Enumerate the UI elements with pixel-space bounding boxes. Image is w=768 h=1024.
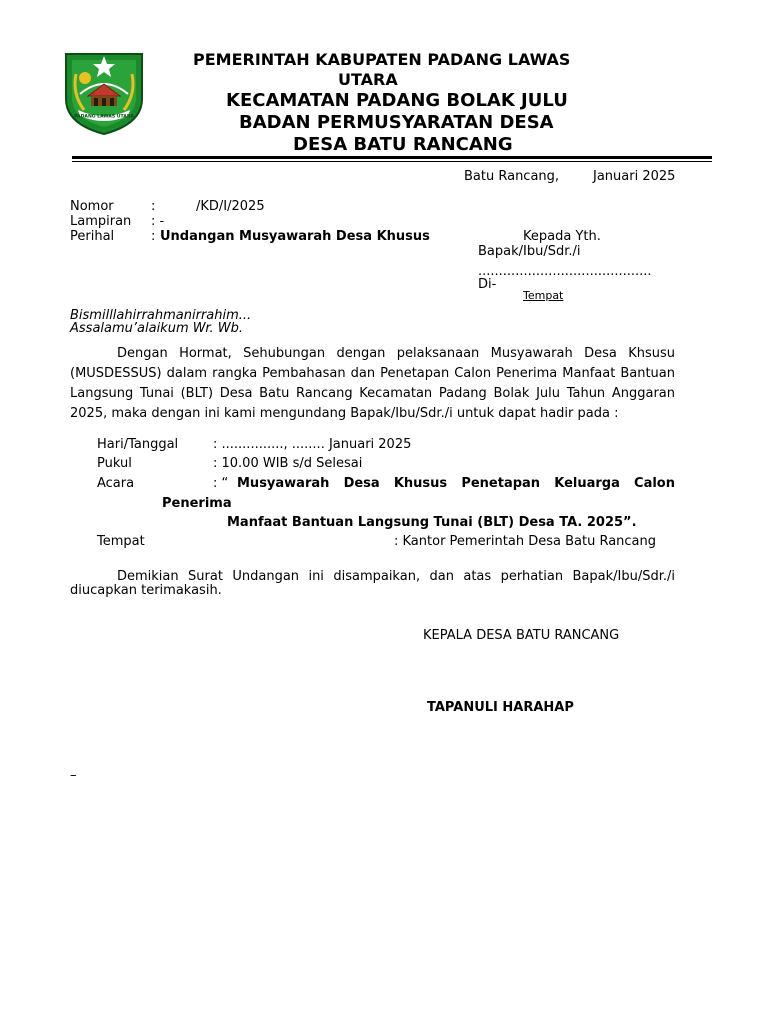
nomor-value: /KD/I/2025 — [196, 199, 265, 214]
signature-title: KEPALA DESA BATU RANCANG — [423, 628, 620, 643]
closing-line-1: Demikian Surat Undangan ini disampaikan, dan atas perhatian Bapak/Ibu/Sdr./i — [117, 569, 675, 584]
perihal-label: Perihal — [70, 229, 115, 244]
acara-label: Acara — [97, 476, 135, 491]
acara-prefix: : “ — [213, 476, 229, 491]
recipient-tempat: Tempat — [523, 289, 564, 302]
pukul-value: : 10.00 WIB s/d Selesai — [213, 456, 363, 471]
recipient-kepada: Kepada Yth. — [523, 229, 601, 244]
nomor-label: Nomor — [70, 199, 114, 214]
greeting-basmalah: Bismilllahirrahmanirrahim... — [70, 308, 252, 323]
tempat-value: : Kantor Pemerintah Desa Batu Rancang — [394, 534, 656, 549]
letter-date: Januari 2025 — [593, 169, 676, 184]
signature-name: TAPANULI HARAHAP — [427, 700, 574, 715]
svg-text:PADANG LAWAS UTARA: PADANG LAWAS UTARA — [74, 114, 134, 120]
acara-line-1: Musyawarah Desa Khusus Penetapan Keluarga Calon — [237, 476, 675, 491]
tempat-label: Tempat — [97, 534, 145, 549]
pukul-label: Pukul — [97, 456, 132, 471]
closing-line-2: diucapkan terimakasih. — [70, 583, 222, 598]
letter-place: Batu Rancang, — [464, 169, 560, 184]
greeting-salam: Assalamu’alaikum Wr. Wb. — [70, 321, 244, 336]
nomor-colon: : — [151, 199, 156, 214]
recipient-di: Di- — [478, 277, 497, 292]
lampiran-label: Lampiran — [70, 214, 132, 229]
header-line-4: BADAN PERMUSYARATAN DESA — [239, 112, 554, 133]
recipient-name: Bapak/Ibu/Sdr./i — [478, 244, 581, 259]
header-line-1: PEMERINTAH KABUPATEN PADANG LAWAS — [193, 50, 571, 69]
acara-line-3: Manfaat Bantuan Langsung Tunai (BLT) Desa TA. 2025”. — [227, 515, 637, 530]
body-paragraph-line-4: 2025, maka dengan ini kami mengundang Bapak/Ibu/Sdr./i untuk dapat hadir pada : — [70, 406, 619, 421]
acara-line-2: Penerima — [162, 496, 232, 511]
lampiran-value: : - — [151, 214, 165, 229]
body-paragraph-line-2: (MUSDESSUS) dalam rangka Pembahasan dan Penetapan Calon Penerima Manfaat Bantuan — [70, 366, 675, 381]
header-rule-thin — [72, 161, 712, 162]
hari-label: Hari/Tanggal — [97, 437, 179, 452]
footer-dash: – — [70, 768, 77, 783]
header-line-5: DESA BATU RANCANG — [293, 134, 513, 155]
body-paragraph-line-1: Dengan Hormat, Sehubungan dengan pelaksanaan Musyawarah Desa Khsusu — [117, 346, 675, 361]
header-rule-thick — [72, 156, 712, 159]
header-line-2: UTARA — [338, 70, 398, 89]
perihal-colon: : — [151, 229, 156, 244]
perihal-value: Undangan Musyawarah Desa Khusus — [160, 229, 430, 244]
recipient-dots: .......................................... — [478, 264, 652, 279]
hari-value: : ..............., ........ Januari 2025 — [213, 437, 412, 452]
padang-lawas-utara-emblem — [58, 44, 150, 136]
body-paragraph-line-3: Langsung Tunai (BLT) Desa Batu Rancang Kecamatan Padang Bolak Julu Tahun Anggaran — [70, 386, 675, 401]
header-line-3: KECAMATAN PADANG BOLAK JULU — [226, 90, 568, 111]
